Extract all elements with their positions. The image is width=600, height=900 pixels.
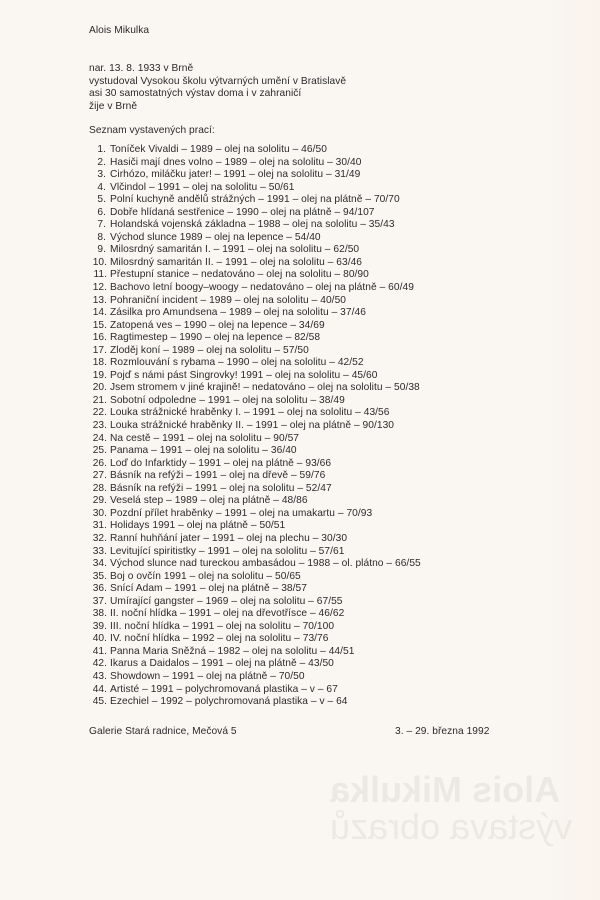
work-description: Jsem stromem v jiné krajině! – nedatováno – olej na sololitu – 50/38 (110, 382, 420, 394)
bleed-title: Alois Mikulka (330, 769, 561, 810)
work-description: Ragtimestep – 1990 – olej na lepence – 82/58 (110, 332, 321, 344)
work-number: 12. (92, 282, 107, 294)
list-item (89, 571, 421, 584)
list-item (89, 382, 421, 395)
work-number: 13. (92, 294, 107, 306)
bio-line-residence: žije v Brně (89, 101, 138, 113)
works-list (89, 144, 421, 709)
exhibition-dates: 3. – 29. března 1992 (395, 726, 490, 737)
list-item (89, 282, 421, 295)
list-item (89, 495, 421, 508)
work-number: 22. (92, 407, 107, 419)
list-item (89, 608, 421, 621)
work-description: Pojď s námi pást Singrovky! 1991 – olej na sololitu – 45/60 (110, 369, 378, 381)
work-number: 6. (97, 206, 106, 218)
list-item (89, 144, 421, 157)
work-number: 9. (97, 244, 106, 256)
work-number: 10. (92, 256, 107, 268)
work-description: Louka strážnické hraběnky II. – 1991 – olej na plátně – 90/130 (110, 420, 395, 432)
work-description: Pozdní přílet hraběnky – 1991 – olej na umakartu – 70/93 (110, 507, 373, 519)
author-name: Alois Mikulka (89, 25, 150, 36)
work-number: 2. (97, 156, 106, 168)
list-item (89, 407, 421, 420)
list-item (89, 621, 421, 634)
work-description: IV. noční hlídka – 1992 – olej na sololitu – 73/76 (110, 633, 329, 645)
work-number: 27. (92, 470, 107, 482)
work-description: Pohraniční incident – 1989 – olej na sololitu – 40/50 (110, 294, 346, 306)
list-item (89, 157, 421, 170)
list-item (89, 219, 421, 232)
work-description: Básník na refýži – 1991 – olej na dřevě – 59/76 (110, 470, 326, 482)
list-item (89, 696, 421, 709)
work-number: 18. (92, 357, 107, 369)
work-description: Milosrdný samaritán II. – 1991 – olej na sololitu – 63/46 (110, 256, 363, 268)
work-number: 7. (97, 219, 106, 231)
work-number: 8. (97, 231, 106, 243)
work-number: 41. (92, 645, 107, 657)
list-item (89, 332, 421, 345)
work-description: III. noční hlídka – 1991 – olej na sololitu – 70/100 (110, 620, 335, 632)
work-number: 38. (92, 608, 107, 620)
list-item (89, 520, 421, 533)
work-number: 16. (92, 332, 107, 344)
work-description: Hasiči mají dnes volno – 1989 – olej na sololitu – 30/40 (110, 156, 362, 168)
work-description: Holandská vojenská základna – 1988 – olej na sololitu – 35/43 (110, 219, 395, 231)
work-number: 3. (97, 169, 106, 181)
work-number: 15. (92, 319, 107, 331)
bleed-subtitle: výstava obrazů (330, 806, 573, 847)
list-item (89, 483, 421, 496)
work-number: 14. (92, 307, 107, 319)
list-item (89, 658, 421, 671)
work-description: II. noční hlídka – 1991 – olej na dřevotřísce – 46/62 (110, 608, 345, 620)
work-description: Umírající gangster – 1969 – olej na sololitu – 67/55 (110, 595, 343, 607)
list-item (89, 320, 421, 333)
work-description: Panama – 1991 – olej na sololitu – 36/40 (110, 445, 297, 457)
list-item (89, 169, 421, 182)
list-item (89, 433, 421, 446)
list-item (89, 508, 421, 521)
work-number: 1. (97, 144, 106, 155)
bio-line-exhibitions: asi 30 samostatných výstav doma i v zahraničí (89, 88, 302, 100)
list-item (89, 307, 421, 320)
work-number: 11. (93, 269, 107, 281)
list-item (89, 370, 421, 383)
list-item (89, 558, 421, 571)
list-item (89, 244, 421, 257)
list-item (89, 445, 421, 458)
work-description: Zatopená ves – 1990 – olej na lepence – 34/69 (110, 319, 325, 331)
work-description: Panna Maria Sněžná – 1982 – olej na sololitu – 44/51 (110, 645, 355, 657)
list-item (89, 533, 421, 546)
list-item (89, 194, 421, 207)
work-description: Zásilka pro Amundsena – 1989 – olej na sololitu – 37/46 (110, 307, 366, 319)
list-item (89, 458, 421, 471)
list-item (89, 583, 421, 596)
list-item (89, 470, 421, 483)
work-description: Veselá step – 1989 – olej na plátně – 48/86 (110, 495, 308, 507)
work-number: 17. (92, 344, 107, 356)
work-number: 34. (92, 558, 107, 570)
work-description: Snící Adam – 1991 – olej na plátně – 38/57 (110, 583, 307, 595)
work-description: Básník na refýži – 1991 – olej na sololitu – 52/47 (110, 482, 332, 494)
work-number: 5. (97, 194, 106, 206)
work-description: Východ slunce nad tureckou ambasádou – 1988 – ol. plátno – 66/55 (110, 558, 421, 570)
work-number: 30. (92, 507, 107, 519)
work-number: 26. (92, 457, 107, 469)
work-number: 43. (92, 670, 107, 682)
work-description: Ranní huhňání jater – 1991 – olej na plechu – 30/30 (110, 532, 348, 544)
work-description: Milosrdný samaritán I. – 1991 – olej na sololitu – 62/50 (110, 244, 360, 256)
work-description: Přestupní stanice – nedatováno – olej na sololitu – 80/90 (110, 269, 369, 281)
list-item (89, 232, 421, 245)
work-description: Vlčindol – 1991 – olej na sololitu – 50/61 (110, 181, 295, 193)
bio-line-education: vystudoval Vysokou školu výtvarných umění v Bratislavě (89, 75, 347, 87)
list-item (89, 207, 421, 220)
gallery-venue: Galerie Stará radnice, Mečová 5 (89, 726, 237, 737)
work-description: Dobře hlídaná sestřenice – 1990 – olej na plátně – 94/107 (110, 206, 375, 218)
work-description: Louka strážnické hraběnky I. – 1991 – olej na sololitu – 43/56 (110, 407, 390, 419)
list-item (89, 257, 421, 270)
work-number: 28. (92, 482, 107, 494)
author-bio (89, 63, 346, 114)
work-description: Na cestě – 1991 – olej na sololitu – 90/57 (110, 432, 300, 444)
work-number: 39. (92, 620, 107, 632)
work-number: 37. (92, 595, 107, 607)
work-number: 20. (92, 382, 107, 394)
work-number: 42. (92, 658, 107, 670)
list-item (89, 420, 421, 433)
work-description: Polní kuchyně andělů strážných – 1991 – olej na plátně – 70/70 (110, 194, 400, 206)
work-description: Ezechiel – 1992 – polychromovaná plastika – v – 64 (110, 696, 348, 708)
list-item (89, 357, 421, 370)
list-item (89, 269, 421, 282)
work-number: 33. (92, 545, 107, 557)
work-number: 19. (92, 369, 107, 381)
work-description: Toníček Vivaldi – 1989 – olej na sololitu – 46/50 (110, 144, 327, 155)
list-item (89, 395, 421, 408)
list-item (89, 345, 421, 358)
list-item (89, 596, 421, 609)
work-number: 45. (92, 696, 107, 708)
work-number: 31. (92, 520, 107, 532)
work-number: 4. (97, 181, 106, 193)
list-item (89, 671, 421, 684)
works-list-heading: Seznam vystavených prací: (89, 125, 215, 136)
work-description: Holidays 1991 – olej na plátně – 50/51 (110, 520, 286, 532)
work-number: 36. (92, 583, 107, 595)
list-item (89, 182, 421, 195)
work-number: 29. (92, 495, 107, 507)
work-description: Cirhózo, miláčku jater! – 1991 – olej na sololitu – 31/49 (110, 169, 361, 181)
work-description: Zloděj koní – 1989 – olej na sololitu – 57/50 (110, 344, 309, 356)
work-description: Východ slunce 1989 – olej na lepence – 54/40 (110, 231, 321, 243)
list-item (89, 633, 421, 646)
work-number: 21. (92, 394, 107, 406)
work-description: Sobotní odpoledne – 1991 – olej na sololitu – 38/49 (110, 394, 345, 406)
work-description: Ikarus a Daidalos – 1991 – olej na plátně – 43/50 (110, 658, 334, 670)
work-number: 23. (92, 420, 107, 432)
work-description: Rozmlouvání s rybama – 1990 – olej na sololitu – 42/52 (110, 357, 364, 369)
work-description: Boj o ovčín 1991 – olej na sololitu – 50/65 (110, 570, 301, 582)
list-item (89, 684, 421, 697)
work-number: 35. (92, 570, 107, 582)
work-description: Showdown – 1991 – olej na plátně – 70/50 (110, 670, 305, 682)
work-number: 32. (92, 532, 107, 544)
work-number: 25. (92, 445, 107, 457)
list-item (89, 295, 421, 308)
work-description: Levitující spiritistky – 1991 – olej na sololitu – 57/61 (110, 545, 345, 557)
work-number: 24. (92, 432, 107, 444)
bio-line-birth: nar. 13. 8. 1933 v Brně (89, 63, 194, 74)
work-number: 44. (92, 683, 107, 695)
reverse-side-bleed-through (330, 769, 573, 847)
work-number: 40. (92, 633, 107, 645)
work-description: Artisté – 1991 – polychromovaná plastika – v – 67 (110, 683, 338, 695)
work-description: Loď do Infarktidy – 1991 – olej na plátně – 93/66 (110, 457, 332, 469)
work-description: Bachovo letní boogy–woogy – nedatováno – olej na plátně – 60/49 (110, 282, 414, 294)
list-item (89, 546, 421, 559)
list-item (89, 646, 421, 659)
